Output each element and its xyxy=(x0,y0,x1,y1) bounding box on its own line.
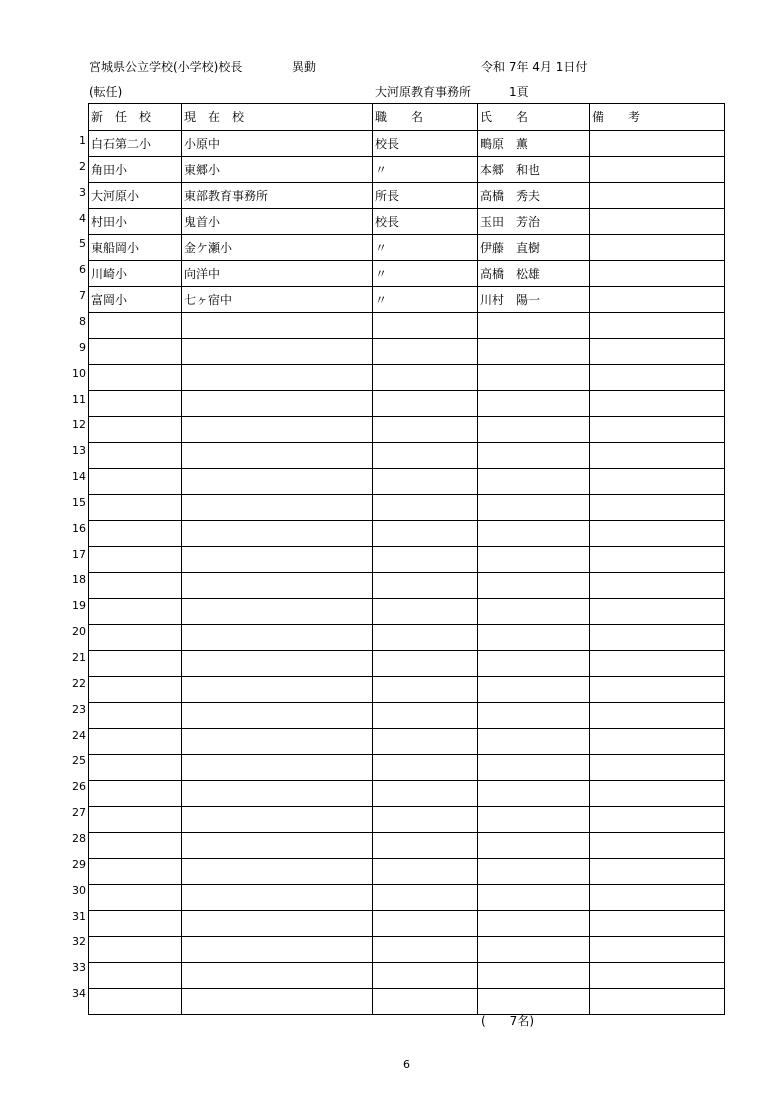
cell-current-school: 向洋中 xyxy=(182,261,373,287)
cell-name: 伊藤 直樹 xyxy=(478,235,590,261)
cell-new-school xyxy=(89,417,182,443)
cell-note xyxy=(590,443,725,469)
table-row xyxy=(89,287,725,313)
cell-name: 川村 陽一 xyxy=(478,287,590,313)
table-row xyxy=(89,391,725,417)
table-row xyxy=(89,599,725,625)
cell-new-school xyxy=(89,573,182,599)
cell-title xyxy=(373,599,478,625)
cell-current-school xyxy=(182,781,373,807)
cell-name xyxy=(478,391,590,417)
row-number: 7 xyxy=(79,289,86,303)
cell-name xyxy=(478,625,590,651)
office-name: 大河原教育事務所 xyxy=(375,85,472,99)
cell-name xyxy=(478,937,590,963)
cell-current-school xyxy=(182,469,373,495)
cell-new-school xyxy=(89,547,182,573)
cell-note xyxy=(590,729,725,755)
cell-name xyxy=(478,573,590,599)
cell-title: 所長 xyxy=(373,183,478,209)
table-row xyxy=(89,833,725,859)
cell-new-school: 大河原小 xyxy=(89,183,182,209)
cell-current-school: 小原中 xyxy=(182,131,373,157)
cell-name xyxy=(478,469,590,495)
table-row xyxy=(89,183,725,209)
cell-title xyxy=(373,677,478,703)
cell-current-school xyxy=(182,937,373,963)
cell-new-school: 富岡小 xyxy=(89,287,182,313)
cell-title xyxy=(373,885,478,911)
cell-name xyxy=(478,729,590,755)
cell-name xyxy=(478,807,590,833)
cell-title xyxy=(373,573,478,599)
cell-note xyxy=(590,911,725,937)
table-row xyxy=(89,573,725,599)
cell-current-school: 東郷小 xyxy=(182,157,373,183)
cell-new-school: 東船岡小 xyxy=(89,235,182,261)
table-row xyxy=(89,859,725,885)
cell-title xyxy=(373,391,478,417)
document-category: 異動 xyxy=(292,60,317,74)
cell-name xyxy=(478,833,590,859)
cell-current-school xyxy=(182,677,373,703)
cell-title: 〃 xyxy=(373,157,478,183)
cell-new-school xyxy=(89,937,182,963)
cell-note xyxy=(590,235,725,261)
cell-new-school xyxy=(89,859,182,885)
table-row xyxy=(89,261,725,287)
table-row xyxy=(89,885,725,911)
cell-name xyxy=(478,677,590,703)
row-number: 28 xyxy=(72,831,86,845)
cell-name xyxy=(478,339,590,365)
cell-title xyxy=(373,365,478,391)
cell-title xyxy=(373,781,478,807)
row-number: 16 xyxy=(72,521,86,535)
cell-current-school xyxy=(182,989,373,1015)
row-number: 15 xyxy=(72,495,86,509)
row-number: 29 xyxy=(72,857,86,871)
cell-name xyxy=(478,443,590,469)
cell-current-school xyxy=(182,651,373,677)
cell-current-school xyxy=(182,963,373,989)
cell-current-school xyxy=(182,313,373,339)
cell-title xyxy=(373,729,478,755)
page-label: 1頁 xyxy=(509,85,529,99)
cell-new-school xyxy=(89,651,182,677)
cell-title xyxy=(373,547,478,573)
cell-new-school xyxy=(89,755,182,781)
cell-new-school xyxy=(89,391,182,417)
cell-name xyxy=(478,521,590,547)
cell-current-school xyxy=(182,573,373,599)
cell-title xyxy=(373,417,478,443)
table-row xyxy=(89,651,725,677)
row-number: 23 xyxy=(72,702,86,716)
table-row xyxy=(89,963,725,989)
row-number: 19 xyxy=(72,599,86,613)
cell-name: 本郷 和也 xyxy=(478,157,590,183)
cell-note xyxy=(590,599,725,625)
cell-note xyxy=(590,807,725,833)
cell-name xyxy=(478,755,590,781)
row-number: 2 xyxy=(79,159,86,173)
row-number: 32 xyxy=(72,935,86,949)
cell-current-school xyxy=(182,495,373,521)
row-number: 25 xyxy=(72,754,86,768)
cell-note xyxy=(590,365,725,391)
table-row xyxy=(89,755,725,781)
cell-note xyxy=(590,859,725,885)
cell-title xyxy=(373,807,478,833)
cell-title xyxy=(373,911,478,937)
table-header-row xyxy=(89,104,725,131)
cell-current-school xyxy=(182,547,373,573)
cell-current-school: 東部教育事務所 xyxy=(182,183,373,209)
cell-new-school: 白石第二小 xyxy=(89,131,182,157)
cell-name xyxy=(478,495,590,521)
cell-note xyxy=(590,963,725,989)
cell-new-school xyxy=(89,495,182,521)
table-row xyxy=(89,365,725,391)
table-row xyxy=(89,443,725,469)
cell-new-school xyxy=(89,625,182,651)
cell-current-school xyxy=(182,365,373,391)
cell-new-school xyxy=(89,729,182,755)
cell-name xyxy=(478,651,590,677)
row-number: 20 xyxy=(72,625,86,639)
cell-note xyxy=(590,209,725,235)
cell-new-school xyxy=(89,989,182,1015)
table-row xyxy=(89,131,725,157)
row-number: 31 xyxy=(72,909,86,923)
cell-new-school xyxy=(89,833,182,859)
row-number: 14 xyxy=(72,470,86,484)
row-number: 33 xyxy=(72,961,86,975)
table-row xyxy=(89,157,725,183)
cell-title xyxy=(373,469,478,495)
cell-title xyxy=(373,339,478,365)
cell-title xyxy=(373,833,478,859)
row-number: 1 xyxy=(79,134,86,147)
cell-current-school xyxy=(182,339,373,365)
row-number: 11 xyxy=(72,392,86,406)
row-number: 22 xyxy=(72,676,86,690)
cell-name xyxy=(478,703,590,729)
cell-current-school xyxy=(182,703,373,729)
cell-current-school xyxy=(182,755,373,781)
row-number: 26 xyxy=(72,780,86,794)
table-row xyxy=(89,313,725,339)
cell-current-school xyxy=(182,729,373,755)
row-number: 18 xyxy=(72,573,86,587)
cell-note xyxy=(590,417,725,443)
table-row xyxy=(89,417,725,443)
cell-title xyxy=(373,651,478,677)
cell-note xyxy=(590,573,725,599)
cell-note xyxy=(590,625,725,651)
cell-current-school xyxy=(182,807,373,833)
cell-note xyxy=(590,183,725,209)
cell-note xyxy=(590,339,725,365)
cell-note xyxy=(590,703,725,729)
table-row xyxy=(89,703,725,729)
cell-current-school xyxy=(182,521,373,547)
table-row xyxy=(89,469,725,495)
cell-title xyxy=(373,443,478,469)
cell-name: 玉田 芳治 xyxy=(478,209,590,235)
cell-title: 〃 xyxy=(373,287,478,313)
cell-note xyxy=(590,495,725,521)
cell-current-school xyxy=(182,625,373,651)
row-number: 24 xyxy=(72,728,86,742)
column-header-title: 職 名 xyxy=(373,104,478,131)
cell-new-school xyxy=(89,443,182,469)
cell-name xyxy=(478,365,590,391)
cell-new-school xyxy=(89,911,182,937)
cell-current-school xyxy=(182,417,373,443)
cell-new-school xyxy=(89,781,182,807)
table-row xyxy=(89,339,725,365)
cell-name xyxy=(478,885,590,911)
column-header-current-school: 現 在 校 xyxy=(182,104,373,131)
cell-name xyxy=(478,963,590,989)
cell-name xyxy=(478,859,590,885)
table-row xyxy=(89,495,725,521)
cell-new-school xyxy=(89,521,182,547)
row-number: 5 xyxy=(79,237,86,251)
cell-current-school: 金ケ瀬小 xyxy=(182,235,373,261)
cell-new-school xyxy=(89,365,182,391)
cell-note xyxy=(590,781,725,807)
cell-note xyxy=(590,651,725,677)
cell-new-school xyxy=(89,703,182,729)
table-row xyxy=(89,807,725,833)
effective-date: 令和 7年 4月 1日付 xyxy=(481,60,588,74)
row-number: 6 xyxy=(79,263,86,277)
row-number: 8 xyxy=(79,314,86,328)
cell-new-school xyxy=(89,885,182,911)
cell-title: 〃 xyxy=(373,261,478,287)
cell-name xyxy=(478,417,590,443)
cell-current-school xyxy=(182,391,373,417)
cell-title xyxy=(373,703,478,729)
cell-note xyxy=(590,261,725,287)
column-header-note: 備 考 xyxy=(590,104,725,131)
cell-note xyxy=(590,131,725,157)
table-row xyxy=(89,521,725,547)
cell-note xyxy=(590,391,725,417)
cell-note xyxy=(590,313,725,339)
cell-title xyxy=(373,989,478,1015)
column-header-name: 氏 名 xyxy=(478,104,590,131)
row-number: 10 xyxy=(72,366,86,380)
row-number: 13 xyxy=(72,444,86,458)
cell-new-school xyxy=(89,599,182,625)
table-row xyxy=(89,781,725,807)
cell-note xyxy=(590,937,725,963)
cell-current-school xyxy=(182,911,373,937)
document-title: 宮城県公立学校(小学校)校長 xyxy=(89,60,243,74)
row-number: 30 xyxy=(72,883,86,897)
cell-title xyxy=(373,313,478,339)
cell-note xyxy=(590,833,725,859)
table-row xyxy=(89,937,725,963)
row-number: 4 xyxy=(79,211,86,225)
cell-title xyxy=(373,495,478,521)
cell-title: 校長 xyxy=(373,209,478,235)
cell-title xyxy=(373,625,478,651)
cell-name xyxy=(478,989,590,1015)
cell-new-school xyxy=(89,339,182,365)
cell-current-school xyxy=(182,443,373,469)
cell-current-school xyxy=(182,833,373,859)
cell-note xyxy=(590,469,725,495)
cell-new-school xyxy=(89,807,182,833)
row-number: 21 xyxy=(72,651,86,664)
cell-current-school: 七ヶ宿中 xyxy=(182,287,373,313)
total-count: ( 7名) xyxy=(481,1014,534,1028)
cell-current-school xyxy=(182,859,373,885)
row-number: 12 xyxy=(72,418,86,432)
table-row xyxy=(89,729,725,755)
transfer-type: (転任) xyxy=(89,85,123,99)
cell-new-school xyxy=(89,313,182,339)
cell-current-school: 鬼首小 xyxy=(182,209,373,235)
page-number: 6 xyxy=(403,1058,410,1071)
cell-new-school xyxy=(89,963,182,989)
cell-title xyxy=(373,937,478,963)
cell-title xyxy=(373,859,478,885)
table-row xyxy=(89,547,725,573)
table-row xyxy=(89,911,725,937)
personnel-table xyxy=(88,103,725,1015)
cell-name xyxy=(478,547,590,573)
column-header-new-school: 新 任 校 xyxy=(89,104,182,131)
cell-note xyxy=(590,157,725,183)
cell-note xyxy=(590,547,725,573)
row-number: 17 xyxy=(72,547,86,561)
table-row xyxy=(89,235,725,261)
cell-name xyxy=(478,781,590,807)
cell-note xyxy=(590,989,725,1015)
table-row xyxy=(89,989,725,1015)
cell-name: 高橋 秀夫 xyxy=(478,183,590,209)
cell-note xyxy=(590,755,725,781)
cell-note xyxy=(590,885,725,911)
cell-name: 高橋 松雄 xyxy=(478,261,590,287)
cell-name: 鴫原 薫 xyxy=(478,131,590,157)
table-row xyxy=(89,677,725,703)
cell-title xyxy=(373,521,478,547)
cell-name xyxy=(478,313,590,339)
cell-title xyxy=(373,755,478,781)
row-number: 9 xyxy=(79,340,86,354)
cell-name xyxy=(478,911,590,937)
cell-note xyxy=(590,287,725,313)
cell-title: 校長 xyxy=(373,131,478,157)
cell-name xyxy=(478,599,590,625)
cell-new-school: 角田小 xyxy=(89,157,182,183)
cell-new-school xyxy=(89,677,182,703)
row-number: 3 xyxy=(79,185,86,199)
row-number: 34 xyxy=(72,987,86,1001)
cell-title xyxy=(373,963,478,989)
cell-note xyxy=(590,521,725,547)
cell-current-school xyxy=(182,885,373,911)
cell-title: 〃 xyxy=(373,235,478,261)
table-row xyxy=(89,209,725,235)
cell-current-school xyxy=(182,599,373,625)
table-row xyxy=(89,625,725,651)
cell-new-school: 川崎小 xyxy=(89,261,182,287)
cell-new-school xyxy=(89,469,182,495)
cell-new-school: 村田小 xyxy=(89,209,182,235)
cell-note xyxy=(590,677,725,703)
row-number: 27 xyxy=(72,806,86,820)
